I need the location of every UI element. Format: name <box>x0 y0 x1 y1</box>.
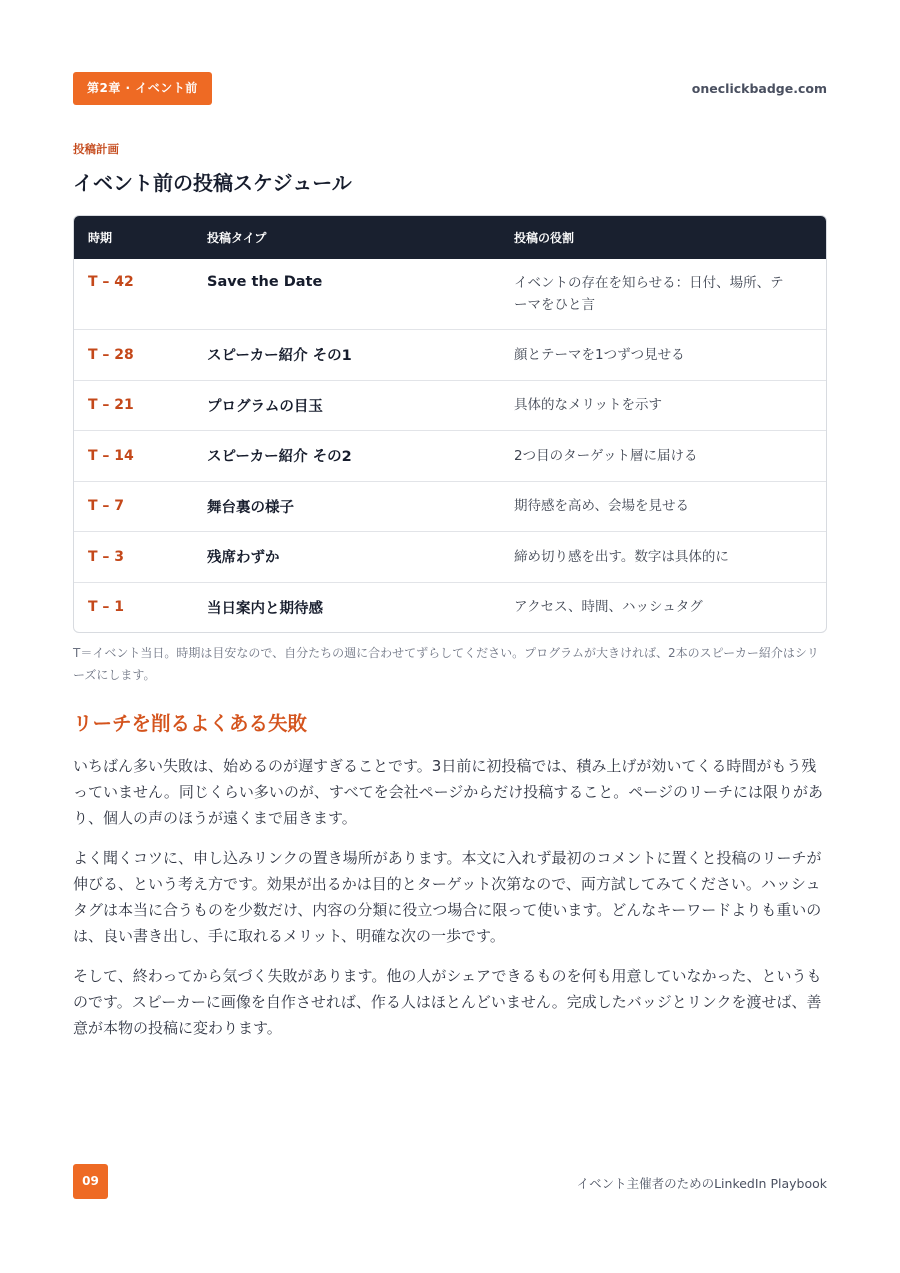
body-paragraph: よく聞くコツに、申し込みリンクの置き場所があります。本文に入れず最初のコメントに置くと投稿のリーチが伸びる、という考え方です。効果が出るかは目的とターゲット次第なので、両方試してみてください。ハッシュタグは本当に合うものを少数だけ、内容の分類に役立つ場合に限って使います。どんなキーワードよりも重いのは、良い書き出し、手に取れるメリット、明確な次の一歩です。 <box>73 849 822 945</box>
table-row <box>74 329 826 380</box>
chapter-badge: 第2章 · イベント前 <box>73 72 212 105</box>
row-role: 期待感を高め、会場を見せる <box>514 498 689 515</box>
page-title: イベント前の投稿スケジュール <box>73 171 352 195</box>
row-period: T – 1 <box>88 599 125 616</box>
mistakes-heading: リーチを削るよくある失敗 <box>73 712 308 735</box>
section-eyebrow: 投稿計画 <box>73 142 119 156</box>
table-row <box>74 430 826 481</box>
footer-book-title: イベント主催者のためのLinkedIn Playbook <box>576 1176 827 1191</box>
row-role: アクセス、時間、ハッシュタグ <box>514 599 703 616</box>
row-type: スピーカー紹介 その2 <box>207 449 352 466</box>
row-period: T – 7 <box>88 498 125 515</box>
row-period: T – 3 <box>88 548 125 565</box>
body-paragraph: いちばん多い失敗は、始めるのが遅すぎることです。3日前に初投稿では、積み上げが効いてくる時間がもう残っていません。同じくらい多いのが、すべてを会社ページからだけ投稿すること。ページのリーチには限りがあり、個人の声のほうが遠くまで届きます。 <box>73 757 824 827</box>
row-role: 具体的なメリットを示す <box>514 397 662 414</box>
row-type: Save the Date <box>207 274 323 290</box>
row-role: 2つ目のターゲット層に届ける <box>514 447 698 464</box>
table-row <box>74 259 826 329</box>
header-period: 時期 <box>88 231 113 245</box>
table-row <box>74 582 826 633</box>
table-row <box>74 380 826 431</box>
row-period: T – 21 <box>88 397 134 414</box>
table-row <box>74 481 826 532</box>
row-type: スピーカー紹介 その1 <box>207 348 352 365</box>
row-type: 当日案内と期待感 <box>207 600 323 617</box>
row-type: プログラムの目玉 <box>207 398 323 415</box>
row-role: 締め切り感を出す。数字は具体的に <box>514 548 729 565</box>
page-number: 09 <box>73 1164 108 1199</box>
row-type: 舞台裏の様子 <box>207 499 294 516</box>
row-period: T – 14 <box>88 447 134 464</box>
table-header-row <box>74 216 826 259</box>
header-type: 投稿タイプ <box>207 231 267 245</box>
body-paragraph: そして、終わってから気づく失敗があります。他の人がシェアできるものを何も用意していなかった、というものです。スピーカーに画像を自作させれば、作る人はほとんどいません。完成したバッジとリンクを渡せば、善意が本物の投稿に変わります。 <box>73 967 822 1037</box>
table-row <box>74 531 826 582</box>
row-period: T – 28 <box>88 346 134 363</box>
site-url: oneclickbadge.com <box>691 81 827 96</box>
row-period: T – 42 <box>88 274 134 290</box>
table-footnote: T＝イベント当日。時期は目安なので、自分たちの週に合わせてずらしてください。プログラムが大きければ、2本のスピーカー紹介はシリーズにします。 <box>73 646 819 682</box>
header-role: 投稿の役割 <box>514 231 575 245</box>
schedule-table <box>73 215 827 633</box>
row-type: 残席わずか <box>207 550 280 567</box>
row-role: イベントの存在を知らせる：日付、場所、テーマをひと言 <box>514 275 784 313</box>
row-role: 顔とテーマを1つずつ見せる <box>514 346 685 363</box>
